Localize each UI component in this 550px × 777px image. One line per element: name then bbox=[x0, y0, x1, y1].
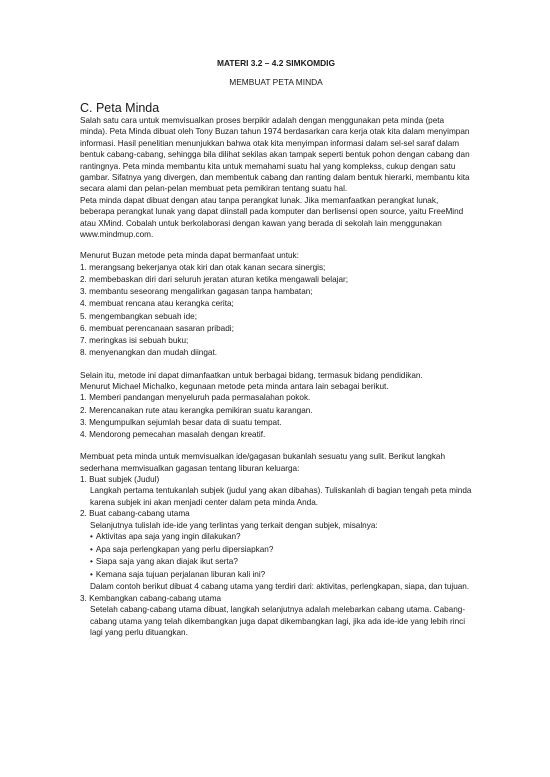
document-title: MATERI 3.2 – 4.2 SIMKOMDIG bbox=[216, 58, 336, 68]
document-page bbox=[80, 58, 472, 638]
paragraph-software: Peta minda dapat dibuat dengan atau tanpa perangkat lunak. Jika memanfaatkan perangkat lunak, beberapa perangkat lunak yang dapat diinstall pada komputer dan berlisensi open source, yaitu FreeMind atau XMind. Cobalah untuk berkolaborasi dengan kawan yang berada di sekolah lain menggunakan www.mindmup.com. bbox=[80, 195, 464, 240]
list-item: • Siapa saja yang akan diajak ikut serta? bbox=[90, 556, 472, 569]
step2-title: 2. Buat cabang-cabang utama bbox=[80, 509, 190, 519]
list-item: 2. Merencanakan rute atau kerangka pemikiran suatu karangan. bbox=[80, 405, 313, 415]
steps-intro: Membuat peta minda untuk memvisualkan ide/gagasan bukanlah sesuatu yang sulit. Berikut langkah sederhana memvisualkan gagasan tentang liburan keluarga: bbox=[80, 452, 446, 473]
list-item: 8. menyenangkan dan mudah diingat. bbox=[80, 348, 218, 358]
list-item: 5. mengembangkan sebuah ide; bbox=[80, 311, 197, 321]
list-item: 7. meringkas isi sebuah buku; bbox=[80, 336, 189, 346]
step3-title: 3. Kembangkan cabang-cabang utama bbox=[80, 593, 222, 603]
paragraph-intro: Salah satu cara untuk memvisualkan proses berpikir adalah dengan menggunakan peta minda (peta minda). Peta Minda dibuat oleh Tony Buzan tahun 1974 berdasarkan cara kerja otak kita dalam menyimpan informasi. Hasil penelitian menunjukkan bahwa otak kita menyimpan informasi dalam sel-sel saraf dalam bentuk cabang-cabang, sehingga bila dilihat sekilas akan tampak seperti bentuk pohon dengan cabang dan rantingnya. Peta minda membantu kita untuk memahami suatu hal yang komplekss, cukup dengan satu gambar. Sifatnya yang divergen, dan membentuk cabang dan ranting dalam bentuk hierarki, membantu kita secara alami dan pelan-pelan membuat peta pemikiran tentang suatu hal. bbox=[80, 116, 470, 194]
section-heading: C. Peta Minda bbox=[80, 101, 160, 115]
michalko-intro-line2: Menurut Michael Michalko, kegunaan metode peta minda antara lain sebagai berikut. bbox=[80, 381, 389, 391]
list-item: 4. membuat rencana atau kerangka cerita; bbox=[80, 299, 234, 309]
step2-bullets bbox=[80, 531, 472, 581]
step1-body: Langkah pertama tentukanlah subjek (judul yang akan dibahas). Tuliskanlah di bagian tengah peta minda karena subjek ini akan menjadi center dalam peta minda Anda. bbox=[90, 486, 472, 507]
buzan-intro: Menurut Buzan metode peta minda dapat bermanfaat untuk: bbox=[80, 251, 299, 261]
list-item: • Kemana saja tujuan perjalanan liburan kali ini? bbox=[90, 569, 472, 582]
step2-body: Selanjutnya tulislah ide-ide yang terlintas yang terkait dengan subjek, misalnya: bbox=[90, 520, 378, 530]
list-item: 6. membuat perencanaan sasaran pribadi; bbox=[80, 323, 234, 333]
step3-body: Setelah cabang-cabang utama dibuat, langkah selanjutnya adalah melebarkan cabang utama. Cabang-cabang utama yang telah dikembangkan juga dapat dikembangkan lagi, jika ada ide-ide yang lebih rinci lagi yang perlu dituangkan. bbox=[90, 605, 466, 637]
michalko-list bbox=[80, 392, 472, 441]
document-subtitle: MEMBUAT PETA MINDA bbox=[229, 77, 323, 87]
step1-title: 1. Buat subjek (Judul) bbox=[80, 474, 160, 484]
list-item: • Aktivitas apa saja yang ingin dilakukan? bbox=[90, 531, 472, 544]
list-item: • Apa saja perlengkapan yang perlu dipersiapkan? bbox=[90, 544, 472, 557]
list-item: 3. membantu seseorang mengalirkan gagasan tanpa hambatan; bbox=[80, 287, 313, 297]
list-item: 2. membebaskan diri dari seluruh jeratan aturan ketika mengawali belajar; bbox=[80, 275, 349, 285]
list-item: 3. Mengumpulkan sejumlah besar data di suatu tempat. bbox=[80, 417, 282, 427]
michalko-intro-line1: Selain itu, metode ini dapat dimanfaatkan untuk berbagai bidang, termasuk bidang pendidikan. bbox=[80, 370, 423, 380]
step2-after: Dalam contoh berikut dibuat 4 cabang utama yang terdiri dari: aktivitas, perlengkapan, siapa, dan tujuan. bbox=[90, 582, 470, 592]
buzan-list bbox=[80, 262, 472, 360]
list-item: 1. Memberi pandangan menyeluruh pada permasalahan pokok. bbox=[80, 393, 311, 403]
list-item: 4. Mendorong pemecahan masalah dengan kreatif. bbox=[80, 429, 266, 439]
list-item: 1. merangsang bekerjanya otak kiri dan otak kanan secara sinergis; bbox=[80, 262, 326, 272]
